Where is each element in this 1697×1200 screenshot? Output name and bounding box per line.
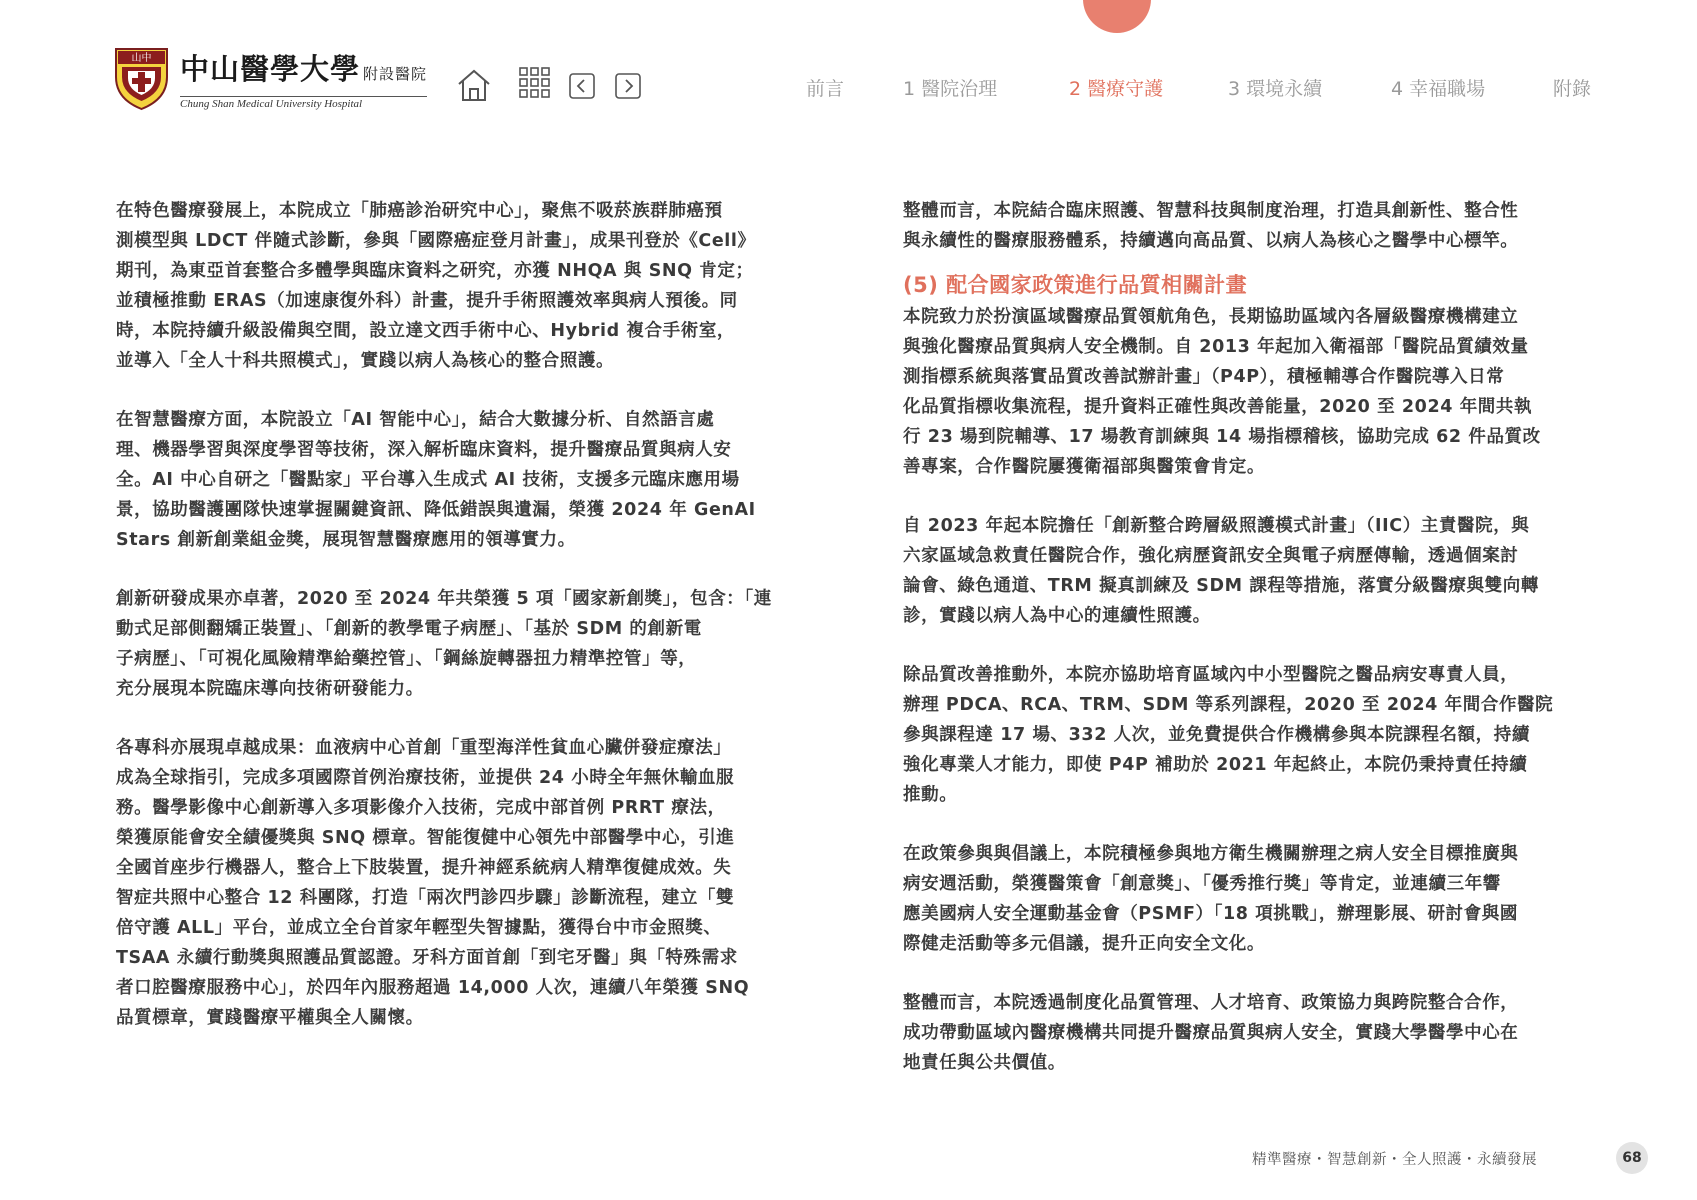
paragraph-specialty-medicine: 在特色醫療發展上，本院成立「肺癌診治研究中心」，聚焦不吸菸族群肺癌預 測模型與 LDCT 伴隨式診斷，參與「國際癌症登月計畫」，成果刊登於《Cell》 期刊，為東亞首套整合多體學與臨床資料之研究，亦獲 NHQA 與 SNQ 肯定； 並積極推動 ERAS（加速康復外科）計畫，提升手術照護效率與病人預後。同 時，本院持續升級設備與空間，設立達文西手術中心、Hybrid 複合手術室， 並導入「全人十科共照模式」，實踐以病人為核心的整合照護。 [116, 201, 756, 371]
page-number: 68 [1616, 1142, 1648, 1174]
prev-page-icon[interactable] [569, 73, 595, 99]
grid-icon[interactable] [518, 66, 552, 100]
menu-item-appendix[interactable]: 附錄 [1553, 78, 1592, 100]
decorative-dot [1083, 0, 1151, 33]
right-column [903, 196, 1603, 1078]
paragraph-innovation-rd: 創新研發成果亦卓著，2020 至 2024 年共榮獲 5 項「國家新創獎」，包含：「連 動式足部側翻矯正裝置」、「創新的教學電子病歷」、「基於 SDM 的創新電 子病歷」、「可視化風險精準給藥控管」、「鋼絲旋轉器扭力精準控管」等， 充分展現本院臨床導向技術研發能力。 [116, 589, 772, 699]
paragraph-smart-medicine: 在智慧醫療方面，本院設立「AI 智能中心」，結合大數據分析、自然語言處 理、機器學習與深度學習等技術，深入解析臨床資料，提升醫療品質與病人安 全。AI 中心自研之「醫點家」平台導入生成式 AI 技術，支援多元臨床應用場 景，協助醫護團隊快速掌握關鍵資訊、降低錯誤與遺漏，榮獲 2024 年 GenAI Stars 創新創業組金獎，展現智慧醫療應用的領導實力。 [116, 410, 756, 550]
footer-slogan: 精準醫療・智慧創新・全人照護・永續發展 [1252, 1152, 1537, 1168]
home-icon[interactable] [455, 66, 493, 104]
paragraph-iic: 自 2023 年起本院擔任「創新整合跨層級照護模式計畫」（IIC）主責醫院，與 六家區域急救責任醫院合作，強化病歷資訊安全與電子病歷傳輸，透過個案討 論會、綠色通道、TRM 擬真訓練及 SDM 課程等措施，落實分級醫療與雙向轉 診，實踐以病人為中心的連續性照護。 [903, 516, 1539, 626]
left-column [116, 196, 816, 1033]
next-page-icon[interactable] [615, 73, 641, 99]
menu-item-environment[interactable]: 3 環境永續 [1228, 78, 1323, 100]
menu-item-preface[interactable]: 前言 [806, 78, 845, 100]
menu-item-medical-care[interactable]: 2 醫療守護 [1069, 78, 1164, 100]
logo-name-suffix: 附設醫院 [363, 65, 428, 83]
paragraph-p4p: 本院致力於扮演區域醫療品質領航角色，長期協助區域內各層級醫療機構建立 與強化醫療品質與病人安全機制。自 2013 年起加入衛福部「醫院品質績效量 測指標系統與落實品質改善試辦計畫」（P4P），積極輔導合作醫院導入日常 化品質指標收集流程，提升資料正確性與改善能量，2020 至 2024 年間共執 行 23 場到院輔導、17 場教育訓練與 14 場指標稽核，協助完成 62 件品質改 善專案，合作醫院屢獲衛福部與醫策會肯定。 [903, 307, 1541, 477]
svg-text:山中: 山中 [131, 53, 152, 64]
menu-item-workplace[interactable]: 4 幸福職場 [1391, 78, 1486, 100]
section-heading: (5) 配合國家政策進行品質相關計畫 [903, 273, 1248, 297]
paragraph-specialty-achievements: 各專科亦展現卓越成果：血液病中心首創「重型海洋性貧血心臟併發症療法」 成為全球指引，完成多項國際首例治療技術，並提供 24 小時全年無休輸血服 務。醫學影像中心創新導入多項影像介入技術，完成中部首例 PRRT 療法， 榮獲原能會安全績優獎與 SNQ 標章。智能復健中心領先中部醫學中心，引進 全國首座步行機器人，整合上下肢裝置，提升神經系統病人精準復健成效。失 智症共照中心整合 12 科團隊，打造「兩次門診四步驟」診斷流程，建立「雙 倍守護 ALL」平台，並成立全台首家年輕型失智據點，獲得台中市金照獎、 TSAA 永續行動獎與照護品質認證。牙科方面首創「到宅牙醫」與「特殊需求 者口腔醫療服務中心」，於四年內服務超過 14,000 人次，連續八年榮獲 SNQ 品質標章，實踐醫療平權與全人關懷。 [116, 738, 750, 1028]
paragraph-summary-intro: 整體而言，本院結合臨床照護、智慧科技與制度治理，打造具創新性、整合性 與永續性的醫療服務體系，持續邁向高品質、以病人為核心之醫學中心標竿。 [903, 201, 1519, 251]
menu-item-governance[interactable]: 1 醫院治理 [903, 78, 998, 100]
logo-name-en: Chung Shan Medical University Hospital [180, 96, 427, 110]
hospital-logo[interactable] [114, 47, 434, 111]
paragraph-training: 除品質改善推動外，本院亦協助培育區域內中小型醫院之醫品病安專責人員， 辦理 PDCA、RCA、TRM、SDM 等系列課程，2020 至 2024 年間合作醫院 參與課程達 17 場、332 人次，並免費提供合作機構參與本院課程名額，持續 強化專業人才能力，即使 P4P 補助於 2021 年起終止，本院仍秉持責任持續 推動。 [903, 665, 1554, 805]
paragraph-conclusion: 整體而言，本院透過制度化品質管理、人才培育、政策協力與跨院整合合作， 成功帶動區域內醫療機構共同提升醫療品質與病人安全，實踐大學醫學中心在 地責任與公共價值。 [903, 993, 1519, 1073]
logo-name-zh: 中山醫學大學 [180, 52, 361, 86]
emblem-icon [114, 47, 169, 111]
paragraph-policy: 在政策參與與倡議上，本院積極參與地方衛生機關辦理之病人安全目標推廣與 病安週活動，榮獲醫策會「創意獎」、「優秀推行獎」等肯定，並連續三年響 應美國病人安全運動基金會（PSMF）「18 項挑戰」，辦理影展、研討會與國 際健走活動等多元倡議，提升正向安全文化。 [903, 844, 1519, 954]
